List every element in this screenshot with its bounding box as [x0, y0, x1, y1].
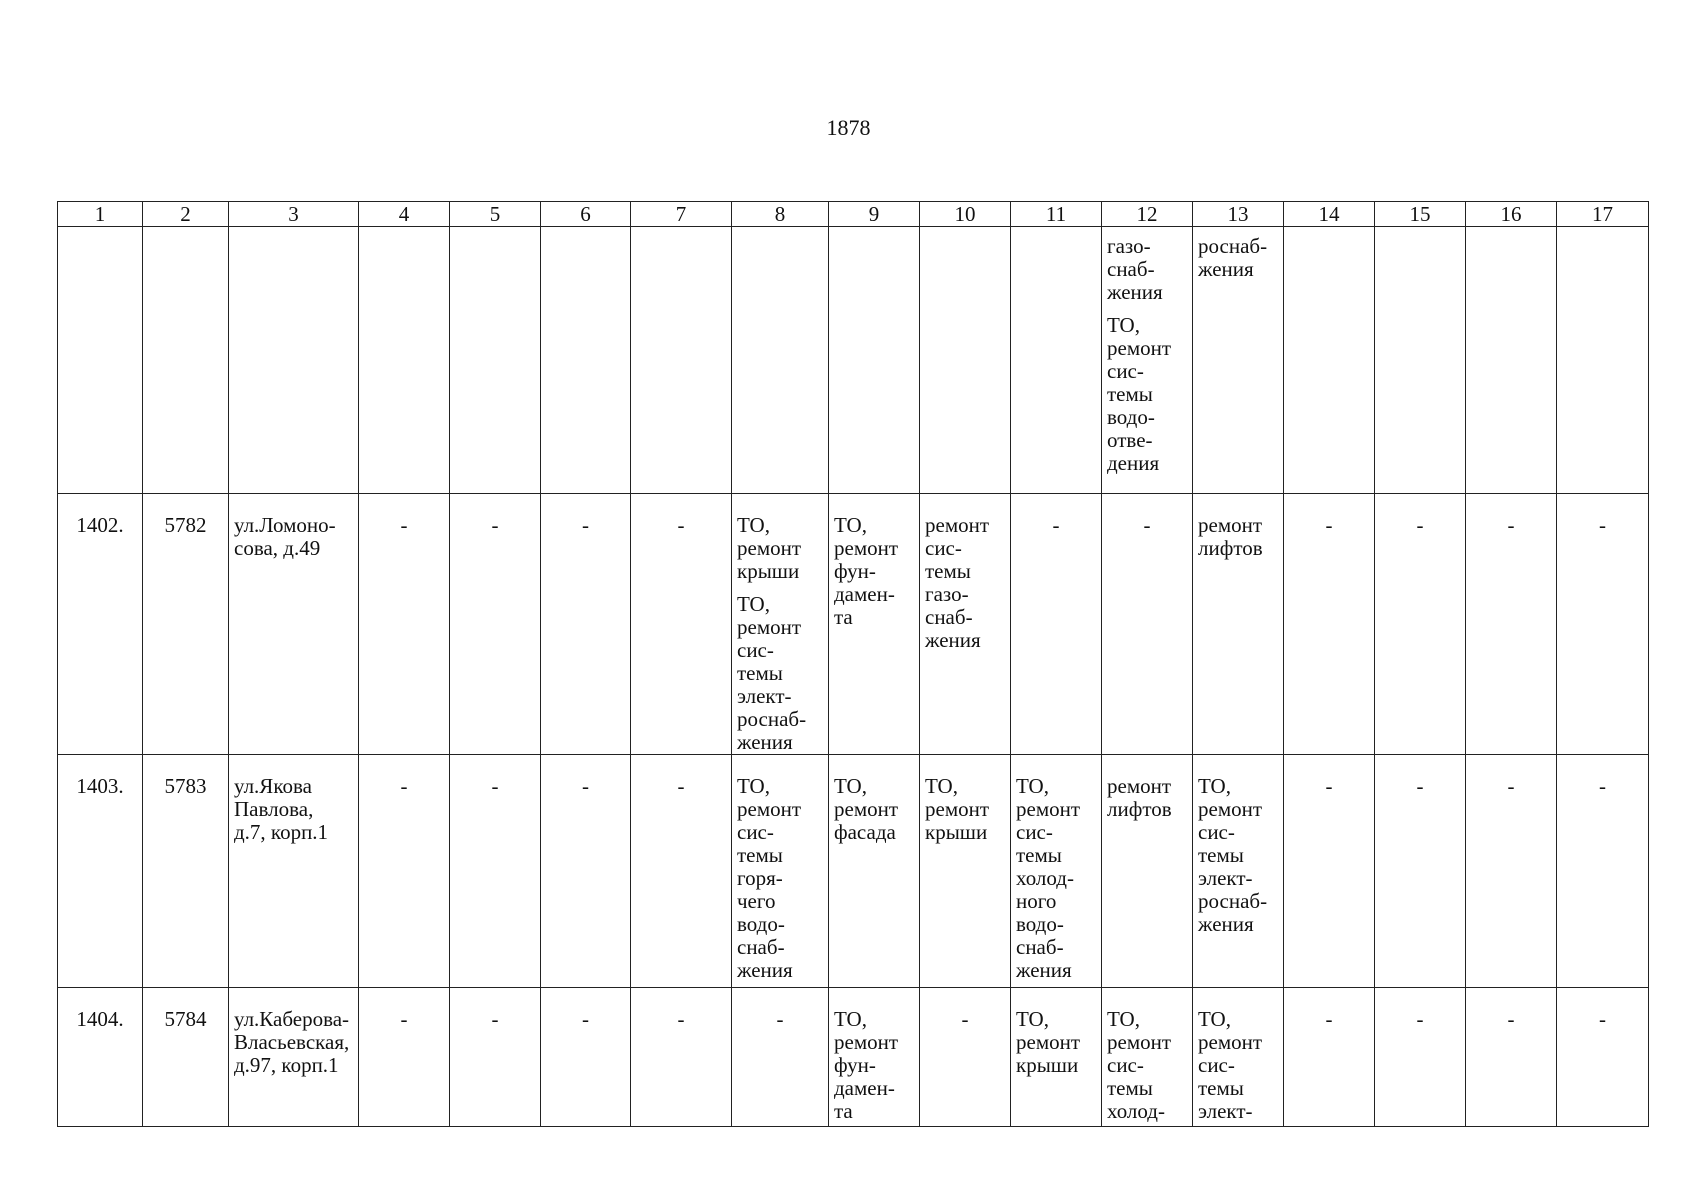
table-cell	[1102, 494, 1193, 755]
table-cell	[1102, 227, 1193, 494]
column-number: 6	[541, 202, 631, 227]
column-number: 14	[1284, 202, 1375, 227]
dash-text: -	[1416, 1007, 1424, 1031]
table-cell	[1375, 227, 1466, 494]
table-cell	[732, 227, 829, 494]
dash-text: -	[1507, 1007, 1515, 1031]
column-number: 11	[1011, 202, 1102, 227]
code-cell	[143, 494, 229, 755]
work-item-text: ТО, ремонт сис- темы холод-	[1107, 1007, 1172, 1123]
table-cell	[829, 494, 920, 755]
column-number: 5	[450, 202, 541, 227]
dash-text: -	[1507, 774, 1515, 798]
table-cell	[1284, 227, 1375, 494]
dash-text: -	[776, 1007, 784, 1031]
cell-text: ул.Ломоно- сова, д.49	[234, 513, 336, 560]
dash-text: -	[961, 1007, 969, 1031]
dash-text: -	[677, 774, 685, 798]
table-cell	[1375, 755, 1466, 988]
table-cell	[1557, 494, 1649, 755]
table-cell	[359, 988, 450, 1127]
dash-text: -	[1325, 1007, 1333, 1031]
work-item-text: ТО, ремонт сис- темы горя- чего водо- снаб- жения	[737, 774, 802, 982]
work-item-text: роснаб- жения	[1198, 234, 1268, 281]
table-cell	[920, 227, 1011, 494]
dash-text: -	[582, 774, 589, 798]
table-cell	[143, 227, 229, 494]
table-cell	[829, 988, 920, 1127]
dash-text: -	[1416, 513, 1424, 537]
column-number: 13	[1193, 202, 1284, 227]
dash-text: -	[1599, 513, 1606, 537]
table-cell	[1011, 755, 1102, 988]
table-cell	[1284, 494, 1375, 755]
table-cell	[1466, 227, 1557, 494]
column-number: 8	[732, 202, 829, 227]
table-cell	[1375, 494, 1466, 755]
cell-text: 1403.	[76, 774, 124, 798]
table-cell	[1193, 755, 1284, 988]
dash-text: -	[400, 774, 408, 798]
table-cell	[1102, 988, 1193, 1127]
table-cell	[631, 494, 732, 755]
work-item-text: ТО, ремонт крыши	[925, 774, 990, 844]
work-item-text: ремонт сис- темы газо- снаб- жения	[925, 513, 990, 652]
cell-text: ТО, ремонт сис- темы холод- ного водо- снаб- жения	[1016, 774, 1081, 982]
table-cell	[1011, 494, 1102, 755]
table-cell	[1011, 227, 1102, 494]
dash-text: -	[1507, 513, 1515, 537]
cell-text: 1404.	[76, 1007, 124, 1031]
table-cell	[1193, 227, 1284, 494]
dash-text: -	[400, 1007, 408, 1031]
dash-text: -	[1052, 513, 1060, 537]
table-cell	[1193, 988, 1284, 1127]
dash-text: -	[582, 1007, 589, 1031]
table-cell	[920, 494, 1011, 755]
column-number: 7	[631, 202, 732, 227]
dash-text: -	[582, 513, 589, 537]
table-cell	[229, 227, 359, 494]
column-number: 10	[920, 202, 1011, 227]
table-cell	[1284, 755, 1375, 988]
dash-text: -	[1143, 513, 1151, 537]
dash-text: -	[491, 774, 499, 798]
work-item-text: ТО, ремонт сис- темы элект- роснаб- жения	[1198, 774, 1268, 936]
cell-text: ТО, ремонт крыши	[1016, 1007, 1081, 1077]
table-cell	[1557, 227, 1649, 494]
table-cell	[631, 755, 732, 988]
table-cell	[829, 227, 920, 494]
table-cell	[541, 494, 631, 755]
column-number: 17	[1557, 202, 1649, 227]
table-cell	[1284, 988, 1375, 1127]
dash-text: -	[1599, 774, 1606, 798]
table-cell	[541, 988, 631, 1127]
cell-text: ул.Каберова- Власьевская, д.97, корп.1	[234, 1007, 350, 1077]
column-number: 15	[1375, 202, 1466, 227]
table-cell	[1102, 755, 1193, 988]
dash-text: -	[677, 513, 685, 537]
address-cell	[229, 988, 359, 1127]
table-cell	[732, 988, 829, 1127]
dash-text: -	[1325, 513, 1333, 537]
table-cell	[58, 227, 143, 494]
table-row	[58, 988, 1649, 1127]
work-item-text: ремонт лифтов	[1107, 774, 1172, 821]
page-number: 1878	[826, 115, 871, 140]
table-cell	[1011, 988, 1102, 1127]
work-item-text: ТО, ремонт фасада	[834, 774, 899, 844]
table-cell	[541, 227, 631, 494]
cell-text: 1402.	[76, 513, 124, 537]
cell-text: 5783	[164, 774, 207, 798]
address-cell	[229, 755, 359, 988]
table-cell	[920, 755, 1011, 988]
dash-text: -	[400, 513, 408, 537]
column-number-header	[58, 202, 1649, 227]
column-number: 4	[359, 202, 450, 227]
row-number-cell	[58, 755, 143, 988]
code-cell	[143, 755, 229, 988]
table-cell	[1193, 494, 1284, 755]
dash-text: -	[1416, 774, 1424, 798]
row-number-cell	[58, 494, 143, 755]
work-item-text: ТО, ремонт сис- темы водо- отве- дения	[1107, 313, 1172, 475]
table-cell	[920, 988, 1011, 1127]
table-cell	[450, 227, 541, 494]
dash-text: -	[677, 1007, 685, 1031]
repair-schedule-table	[57, 201, 1649, 1127]
work-item-text: газо- снаб- жения	[1107, 234, 1163, 304]
dash-text: -	[1325, 774, 1333, 798]
table-cell	[359, 755, 450, 988]
work-item-text: ТО, ремонт фун- дамен- та	[834, 513, 899, 629]
table-cell	[732, 494, 829, 755]
table-cell	[359, 227, 450, 494]
table-cell	[631, 988, 732, 1127]
cell-text: 5782	[164, 513, 207, 537]
work-item-text: ТО, ремонт сис- темы элект- роснаб- жения	[737, 592, 807, 754]
table-cell	[450, 755, 541, 988]
row-number-cell	[58, 988, 143, 1127]
address-cell	[229, 494, 359, 755]
table-cell	[1557, 755, 1649, 988]
table-cell	[359, 494, 450, 755]
table-cell	[541, 755, 631, 988]
table-row	[58, 494, 1649, 755]
column-number: 2	[143, 202, 229, 227]
column-number: 12	[1102, 202, 1193, 227]
cell-text: 5784	[164, 1007, 207, 1031]
column-number: 1	[58, 202, 143, 227]
table-cell	[631, 227, 732, 494]
work-item-text: ТО, ремонт фун- дамен- та	[834, 1007, 899, 1123]
code-cell	[143, 988, 229, 1127]
dash-text: -	[491, 513, 499, 537]
table-cell	[1557, 988, 1649, 1127]
table-cell	[732, 755, 829, 988]
table-cell	[1466, 988, 1557, 1127]
continuation-row	[58, 227, 1649, 494]
table-cell	[1375, 988, 1466, 1127]
table-cell	[450, 494, 541, 755]
column-number: 16	[1466, 202, 1557, 227]
table-cell	[450, 988, 541, 1127]
column-number: 9	[829, 202, 920, 227]
table-cell	[1466, 494, 1557, 755]
work-item-text: ТО, ремонт сис- темы элект-	[1198, 1007, 1263, 1123]
work-item-text: ТО, ремонт крыши	[737, 513, 802, 583]
dash-text: -	[1599, 1007, 1606, 1031]
table-cell	[829, 755, 920, 988]
table-cell	[1466, 755, 1557, 988]
dash-text: -	[491, 1007, 499, 1031]
table-row	[58, 755, 1649, 988]
cell-text: ул.Якова Павлова, д.7, корп.1	[234, 774, 329, 844]
work-item-text: ремонт лифтов	[1198, 513, 1263, 560]
column-number: 3	[229, 202, 359, 227]
